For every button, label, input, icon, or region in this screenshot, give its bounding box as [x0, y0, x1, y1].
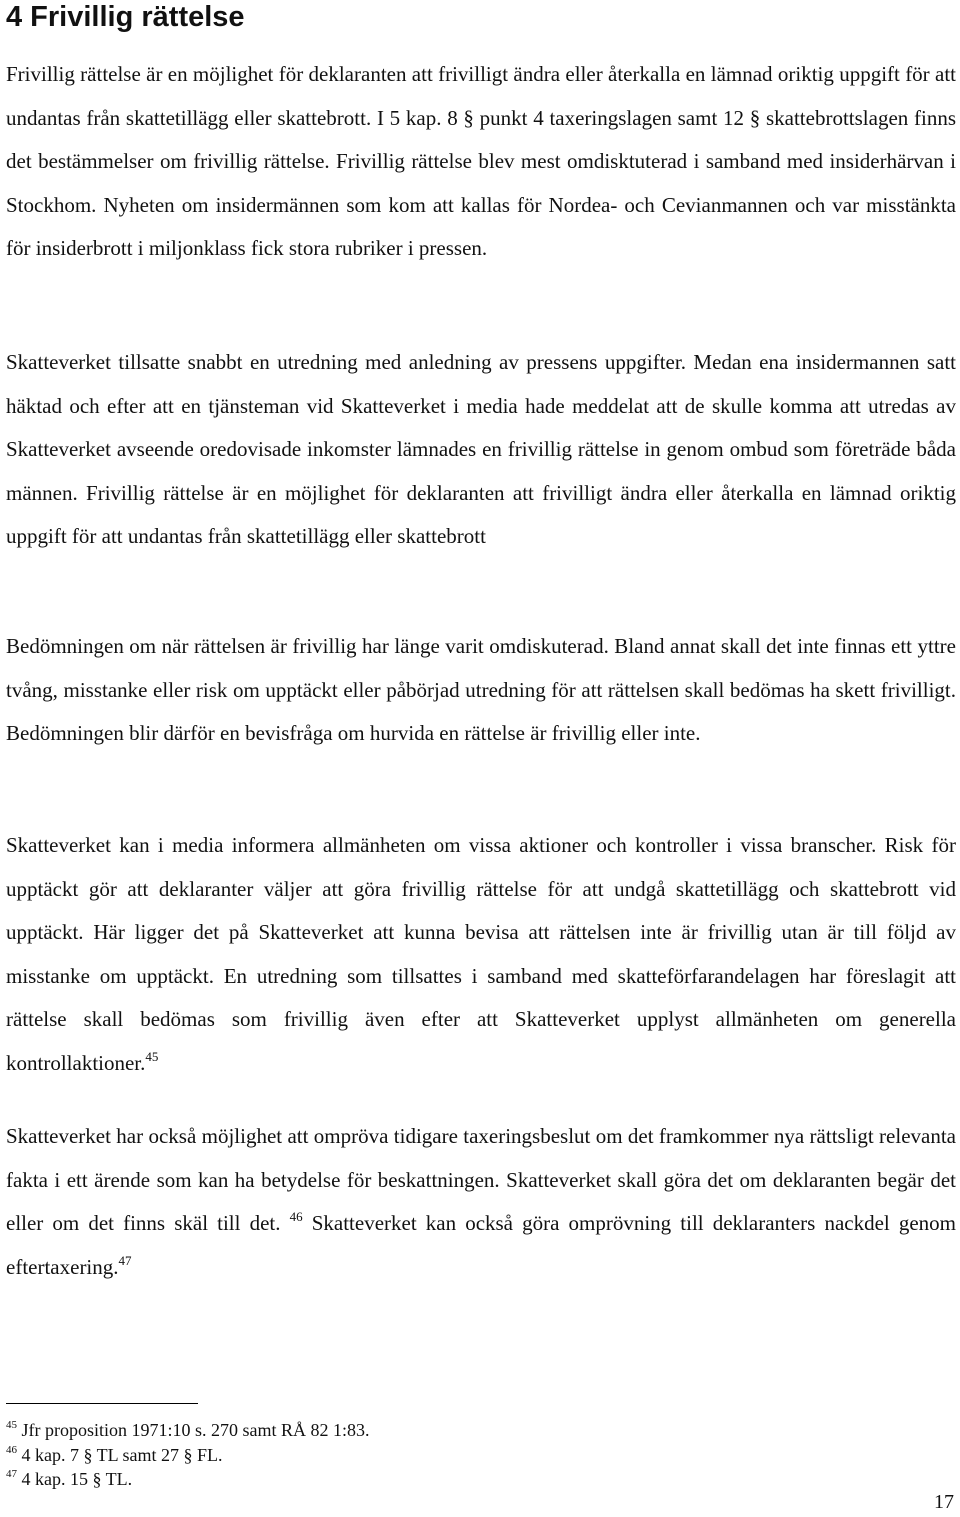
- footnote-47: [6, 1467, 132, 1491]
- footnote-45: [6, 1418, 370, 1442]
- footnote-ref-46[interactable]: 46: [289, 1209, 303, 1224]
- footnote-46: [6, 1443, 223, 1467]
- footnote-ref-47[interactable]: 47: [118, 1252, 132, 1268]
- section-heading: 4 Frivillig rättelse: [6, 1, 245, 33]
- footnote-number: 45: [6, 1419, 17, 1431]
- footnote-text: Jfr proposition 1971:10 s. 270 samt RÅ 82 1:83.: [21, 1420, 370, 1440]
- paragraph-2: Skatteverket tillsatte snabbt en utredning med anledning av pressens uppgifter. Medan ena insidermannen satt häktad och efter att en tjänsteman vid Skatteverket i media hade meddelat att de skulle komma att utredas av Skatteverket avseende oredovisade inkomster lämnades en frivillig rättelse in genom ombud som företräde båda männen. Frivillig rättelse är en möjlighet för deklaranten att frivilligt ändra eller återkalla en lämnad oriktig uppgift för att undantas från skattetillägg eller skattebrott: [6, 350, 956, 548]
- footnote-number: 46: [6, 1444, 17, 1456]
- paragraph-5-text-a: Skatteverket har också möjlighet att ompröva tidigare taxeringsbeslut om det framkommer nya rättsligt relevanta fakta i ett ärende som kan ha betydelse för beskattningen. Skatteverket skall göra det om deklaranten begär det eller om det finns skäl till det.: [6, 1124, 956, 1235]
- footnote-ref-45[interactable]: 45: [145, 1048, 159, 1064]
- paragraph-4: [6, 824, 956, 1085]
- footnote-number: 47: [6, 1468, 17, 1480]
- paragraph-5-text-b: Skatteverket kan också göra omprövning till deklaranters nackdel genom eftertaxering.: [6, 1211, 956, 1279]
- paragraph-3: Bedömningen om när rättelsen är frivillig har länge varit omdiskuterad. Bland annat skall det inte finnas ett yttre tvång, misstanke eller risk om upptäckt eller påbörjad utredning för att rättelsen skall bedömas ha skett frivilligt. Bedömningen blir därför en bevisfråga om hurvida en rättelse är frivillig eller inte.: [6, 634, 956, 745]
- paragraph-1: Frivillig rättelse är en möjlighet för deklaranten att frivilligt ändra eller återkalla en lämnad oriktig uppgift för att undantas från skattetillägg eller skattebrott. I 5 kap. 8 § punkt 4 taxeringslagen samt 12 § skattebrottslagen finns det bestämmelser om frivillig rättelse. Frivillig rättelse blev mest omdisktuterad i samband med insiderhärvan i Stockhom. Nyheten om insidermännen som kom att kallas för Nordea- och Cevianmannen och var misstänkta för insiderbrott i miljonklass fick stora rubriker i pressen.: [6, 62, 956, 260]
- footnote-text: 4 kap. 15 § TL.: [21, 1469, 133, 1489]
- footnote-text: 4 kap. 7 § TL samt 27 § FL.: [21, 1445, 223, 1465]
- page-number: 17: [934, 1491, 954, 1513]
- paragraph-5: [6, 1115, 956, 1289]
- paragraph-4-text: Skatteverket kan i media informera allmänheten om vissa aktioner och kontroller i vissa branscher. Risk för upptäckt gör att deklaranter väljer att göra frivillig rättelse för att undgå skattetillägg och skattebrott vid upptäckt. Här ligger det på Skatteverket att kunna bevisa att rättelsen inte är frivillig utan är till följd av misstanke om upptäckt. En utredning som tillsattes i samband med skatteförfarandelagen har föreslagit att rättelse skall bedömas som frivillig även efter att Skatteverket upplyst allmänheten om generella kontrollaktioner.: [6, 833, 956, 1075]
- footnote-divider: [6, 1403, 198, 1404]
